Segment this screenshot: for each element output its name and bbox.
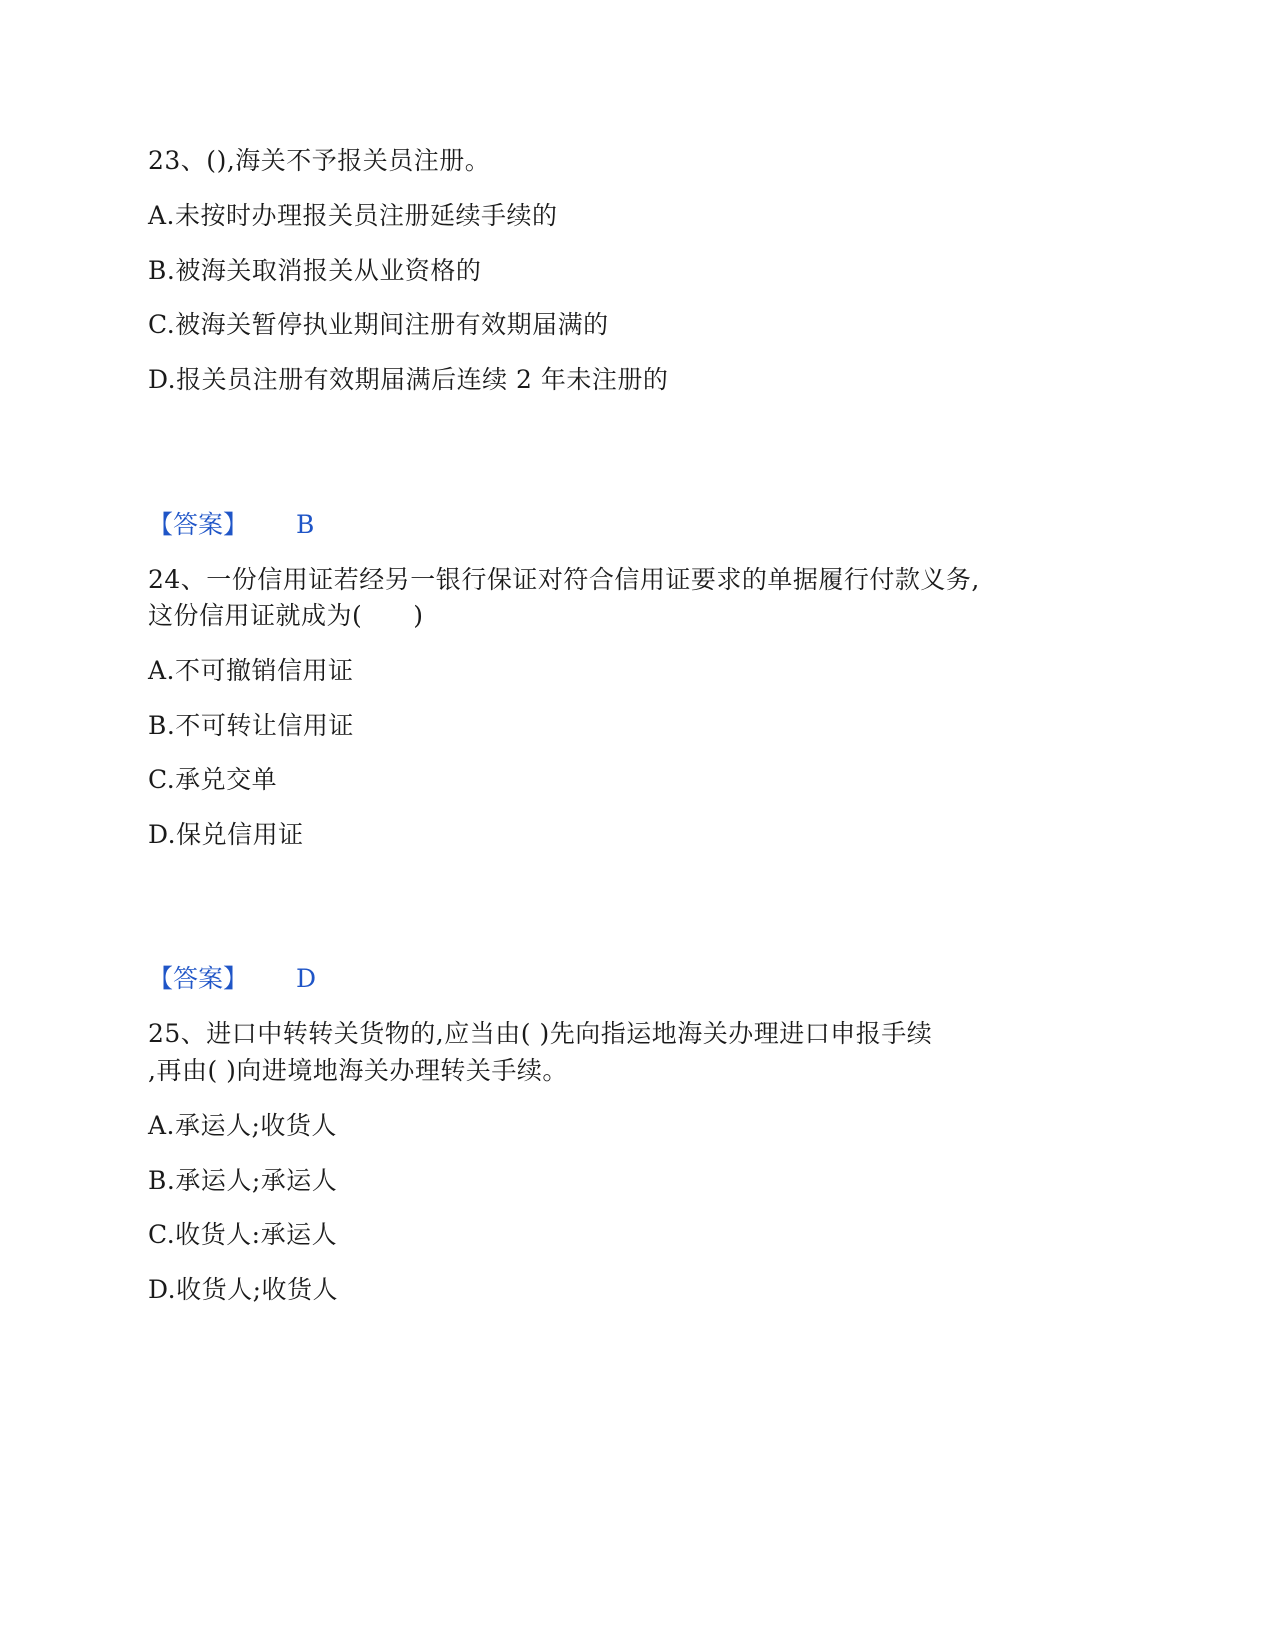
q23-option-d: D.报关员注册有效期届满后连续 2 年未注册的 <box>148 365 669 394</box>
q23-answer-label: 【答案】 <box>148 510 249 539</box>
q24-stem-line2: 这份信用证就成为( ) <box>148 601 424 630</box>
q24-option-b: B.不可转让信用证 <box>148 711 354 740</box>
q25-option-c: C.收货人:承运人 <box>148 1220 338 1249</box>
q25-stem-line1: 25、进口中转转关货物的,应当由( )先向指运地海关办理进口申报手续 <box>148 1019 933 1048</box>
q23-option-c: C.被海关暂停执业期间注册有效期届满的 <box>148 310 609 339</box>
q24-answer <box>148 960 316 998</box>
q23-option-b: B.被海关取消报关从业资格的 <box>148 256 482 285</box>
q24-answer-label: 【答案】 <box>148 964 249 993</box>
q23-stem: 23、(),海关不予报关员注册。 <box>148 146 491 175</box>
q25-stem-line2: ,再由( )向进境地海关办理转关手续。 <box>148 1056 568 1085</box>
q25-option-a: A.承运人;收货人 <box>148 1111 337 1140</box>
q24-option-a: A.不可撤销信用证 <box>148 656 354 685</box>
q23-option-a: A.未按时办理报关员注册延续手续的 <box>148 201 558 230</box>
q23-answer <box>148 506 314 544</box>
q25-option-d: D.收货人;收货人 <box>148 1275 339 1304</box>
q24-stem-line1: 24、一份信用证若经另一银行保证对符合信用证要求的单据履行付款义务, <box>148 565 980 594</box>
q23-answer-value: B <box>296 510 315 539</box>
q24-option-d: D.保兑信用证 <box>148 820 304 849</box>
q24-option-c: C.承兑交单 <box>148 765 278 794</box>
q24-answer-value: D <box>296 964 317 993</box>
q25-option-b: B.承运人;承运人 <box>148 1166 338 1195</box>
